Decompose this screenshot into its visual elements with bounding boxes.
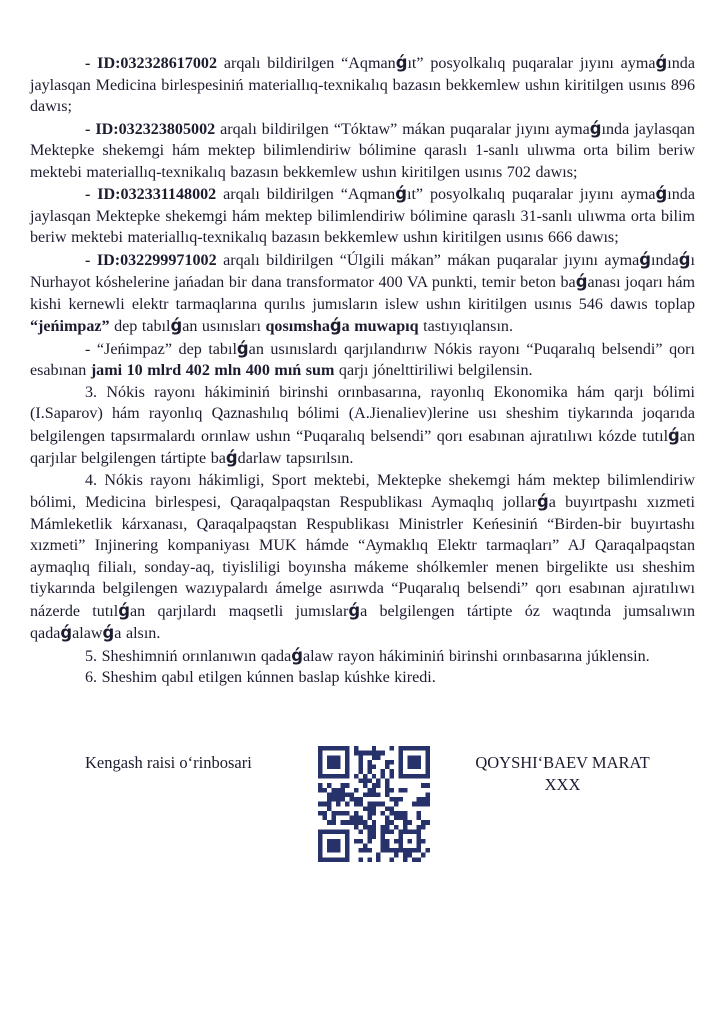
paragraph: 4. Nókis rayonı hákimligi, Sport mektebi, Mektepke shekemgi hám mektep bilimlendiriw bólimi, Medicina birlespesi, Qaraqalpaqstan Respublikası Aymaqlıq jollarǵa buyırtpashı xızmeti Mámleketlik kárxanası, Qaraqalpaqstan Respublikası Ministrler Keńesiniń “Birden-bir buyırtashı xızmeti” Injinering kompaniyası MUK hámde “Aymaklıq Elektr tarmaqları” AJ Qaraqalpaqstan aymaqlıq filialı, sonday-aq, tiyisliligi boyınsha mákeme shólkemler menen birgelikte usı sheshim tiykarında belgilengen wazıypalardı ámelge asırıwda “Puqaralıq belsendi” qorı esabınan ajıratılıwı názerde tutılǵan qarjılardı maqsetli jumıslarǵa belgilengen tártipte óz waqtında jumsalıwın qadaǵalawǵa alsın. (30, 471, 695, 642)
signature-name: QOYSHI‘BAEV MARAT (475, 752, 650, 772)
paragraph: 5. Sheshimniń orınlanıwın qadaǵalaw rayon hákiminiń birinshi orınbasarına júklensin. (85, 645, 650, 665)
signature-name-line2: XXX (544, 774, 581, 794)
paragraph: - ID:032323805002 arqalı bildirilgen “Tóktaw” mákan puqaralar jıyını aymaǵında jaylasqan Mektepke shekemgi hám mektep bilimlendiriw bólimine qaraslı 1-sanlı ulıwma orta bilim beriw mektebi materiallıq-texnikalıq bazasın bekkemlew ushın kiritilgen usınıs 702 dawıs; (30, 118, 695, 181)
paragraph: 3. Nókis rayonı hákiminiń birinshi orınbasarına, rayonlıq Ekonomika hám qarjı bólimi (I.Saparov) hám rayonlıq Qaznashılıq bólimi (A.Jienaliev)lerine usı sheshim tiykarında joqarıda belgilengen tapsırmalardı orınlaw ushın “Puqaralıq belsendi” qorı esabınan ajıratılıwı kózde tutılǵan qarjılar belgilengen tártipte baǵdarlaw tapsırılsın. (30, 383, 695, 467)
signature-name-block (430, 746, 695, 796)
document-body (30, 52, 695, 689)
qr-code-icon (318, 746, 430, 862)
paragraph: - “Jeńimpaz” dep tabılǵan usınıslardı qarjılandırıw Nókis rayonı “Puqaralıq belsendi” qorı esabınan jami 10 mlrd 402 mln 400 mıń sum qarjı jónelttiriliwi belgilensin. (30, 338, 695, 379)
paragraph: 6. Sheshim qabıl etilgen kúnnen baslap kúshke kiredi. (85, 669, 436, 686)
signature-role-label: Kengash raisi o‘rinbosari (85, 752, 252, 772)
paragraph: - ID:032331148002 arqalı bildirilgen “Aqmanǵıt” posyolkalıq puqaralar jıyını aymaǵında jaylasqan Mektepke shekemgi hám mektep bilimlendiriw bólimine qaraslı 31-sanlı ulıwma orta bilim beriw mektebi materiallıq-texnikalıq bazasın bekkemlew ushın kiritilgen usınıs 666 dawıs; (30, 184, 695, 246)
paragraph: - ID:032299971002 arqalı bildirilgen “Úlgili mákan” mákan puqaralar jıyını aymaǵındaǵı Nurhayot kóshelerine jańadan bir dana transformator 400 VA punkti, temir beton baǵanası joqarı hám kishi kernewli elektr tarmaqlarına qurılıs jumısların islew ushın kiritilgen usınıs 546 dawıs toplap “jeńimpaz” dep tabılǵan usınısları qosımshaǵa muwapıq tastıyıqlansın. (30, 249, 695, 335)
signature-row (30, 746, 695, 862)
paragraph: - ID:032328617002 arqalı bildirilgen “Aqmanǵıt” posyolkalıq puqaralar jıyını aymaǵında jaylasqan Medicina birlespesiniń materiallıq-texnikalıq bazasın bekkemlew ushın kiritilgen usınıs 896 dawıs; (30, 53, 695, 115)
